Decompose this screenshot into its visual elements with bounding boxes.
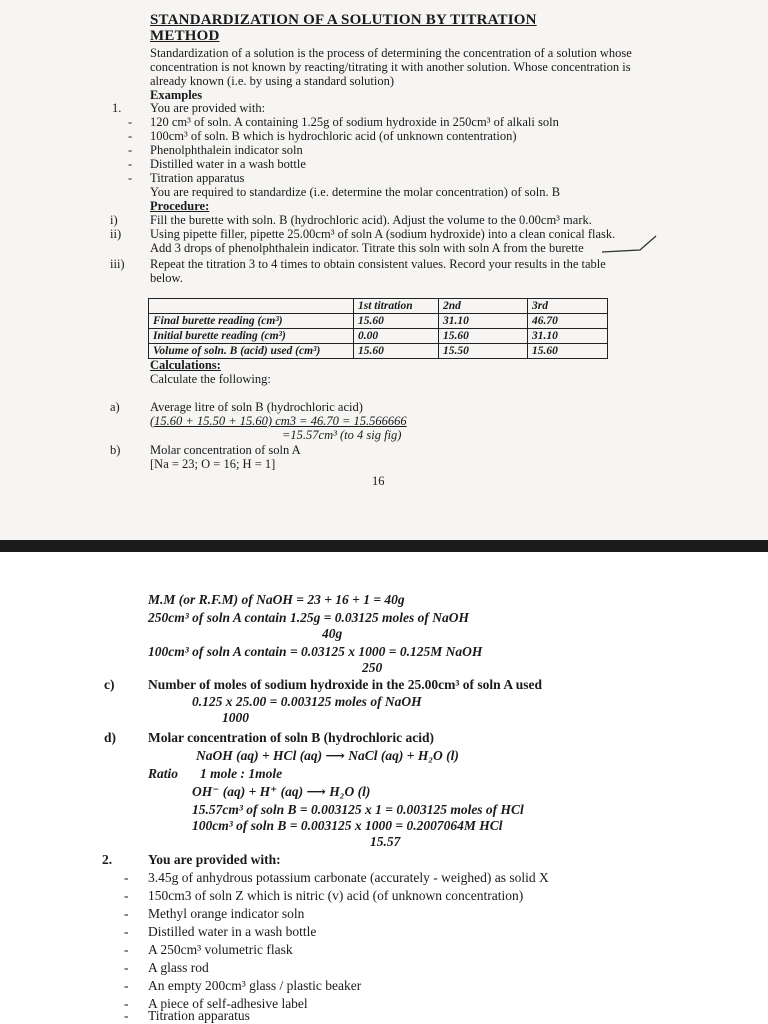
table-cell: 31.10 — [439, 314, 528, 329]
table-cell: 15.60 — [354, 344, 439, 359]
q2-item-7: An empty 200cm³ glass / plastic beaker — [148, 978, 362, 993]
q1-item-5: Titration apparatus — [150, 171, 245, 185]
table-cell: 15.60 — [528, 344, 608, 359]
bullet-dash: - — [128, 171, 133, 185]
question-1-provided: You are provided with: — [150, 101, 266, 115]
part-a-calc-line-1: (15.60 + 15.50 + 15.60) cm3 = 46.70 = 15.566666 — [150, 414, 407, 428]
equation-1: NaOH (aq) + HCl (aq) ⟶ NaCl (aq) + H₂O (l) — [196, 748, 459, 763]
q1-task: You are required to standardize (i.e. determine the molar concentration) of soln. B — [150, 185, 561, 199]
question-2-number: 2. — [102, 852, 113, 867]
q2-item-3: Methyl orange indicator soln — [148, 906, 305, 921]
table-cell: 15.50 — [439, 344, 528, 359]
part-b-label: b) — [110, 443, 121, 457]
bottom-page — [0, 552, 768, 1024]
page-number: 16 — [372, 474, 385, 488]
q1-item-1: 120 cm³ of soln. A containing 1.25g of sodium hydroxide in 250cm³ of alkali soln — [150, 115, 559, 129]
table-cell: Volume of soln. B (acid) used (cm³) — [149, 344, 354, 359]
intro-line-3: already known (i.e. by using a standard solution) — [150, 74, 395, 88]
q1-item-4: Distilled water in a wash bottle — [150, 157, 306, 171]
intro-line-2: concentration is not known by reacting/titrating it with another solution. Whose concentration is — [150, 60, 631, 74]
title-line-1: STANDARDIZATION OF A SOLUTION BY TITRATION — [150, 12, 537, 28]
step-1-number: i) — [110, 213, 118, 227]
table-cell: 15.60 — [354, 314, 439, 329]
bullet-dash: - — [124, 870, 129, 885]
question-1-number: 1. — [112, 101, 122, 115]
q1-item-2: 100cm³ of soln. B which is hydrochloric acid (of unknown contentration) — [150, 129, 517, 143]
step-3-line-1: Repeat the titration 3 to 4 times to obtain consistent values. Record your results in the table — [150, 257, 606, 271]
table-row — [149, 344, 608, 359]
ratio-values: 1 mole : 1mole — [200, 766, 283, 781]
procedure-heading: Procedure: — [150, 199, 210, 213]
table-cell: Initial burette reading (cm³) — [149, 329, 354, 344]
q2-item-1: 3.45g of anhydrous potassium carbonate (accurately - weighed) as solid X — [148, 870, 549, 885]
part-d-calc-line-1: 15.57cm³ of soln B = 0.003125 x 1 = 0.003125 moles of HCl — [192, 802, 524, 817]
calculations-heading: Calculations: — [150, 358, 221, 372]
part-b-masses: [Na = 23; O = 16; H = 1] — [150, 457, 276, 471]
bullet-dash: - — [124, 996, 129, 1011]
bullet-dash: - — [128, 143, 133, 157]
q2-item-8: A piece of self-adhesive label — [148, 996, 308, 1011]
part-d-label: d) — [104, 730, 117, 745]
page-divider — [0, 540, 768, 552]
part-c-text: Number of moles of sodium hydroxide in the 25.00cm³ of soln A used — [148, 677, 542, 692]
step-2-line-1: Using pipette filler, pipette 25.00cm³ of soln A (sodium hydroxide) into a clean conical flask. — [150, 227, 616, 241]
part-b-text: Molar concentration of soln A — [150, 443, 301, 457]
q2-item-9: Titration apparatus — [148, 1008, 250, 1023]
table-row — [149, 314, 608, 329]
table-header-cell: 3rd — [528, 299, 608, 314]
table-header-cell — [149, 299, 354, 314]
bullet-dash: - — [124, 978, 129, 993]
handwritten-tick-mark — [600, 232, 662, 258]
q2-item-4: Distilled water in a wash bottle — [148, 924, 317, 939]
part-a-text: Average litre of soln B (hydrochloric acid) — [150, 400, 363, 414]
table-header-cell: 2nd — [439, 299, 528, 314]
part-d-denominator: 15.57 — [370, 834, 401, 849]
bullet-dash: - — [124, 888, 129, 903]
molar-mass-line: M.M (or R.F.M) of NaOH = 23 + 16 + 1 = 40g — [148, 592, 405, 607]
calculations-intro: Calculate the following: — [150, 372, 271, 386]
table-cell: 15.60 — [439, 329, 528, 344]
bullet-dash: - — [124, 942, 129, 957]
q2-item-6: A glass rod — [148, 960, 209, 975]
part-a-calc-line-2: =15.57cm³ (to 4 sig fig) — [282, 428, 402, 442]
soln-a-100-line: 100cm³ of soln A contain = 0.03125 x 1000 = 0.125M NaOH — [148, 644, 483, 659]
ratio-label: Ratio — [148, 766, 179, 781]
step-3-line-2: below. — [150, 271, 183, 285]
part-c-denominator: 1000 — [222, 710, 249, 725]
part-a-label: a) — [110, 400, 120, 414]
step-2-number: ii) — [110, 227, 122, 241]
soln-a-250-line: 250cm³ of soln A contain 1.25g = 0.03125 moles of NaOH — [148, 610, 470, 625]
step-2-line-2: Add 3 drops of phenolphthalein indicator. Titrate this soln with soln A from the burette — [150, 241, 584, 255]
table-cell: 0.00 — [354, 329, 439, 344]
table-header-cell: 1st titration — [354, 299, 439, 314]
bullet-dash: - — [128, 157, 133, 171]
denominator-40g: 40g — [322, 626, 343, 641]
part-d-text: Molar concentration of soln B (hydrochloric acid) — [148, 730, 434, 745]
bullet-dash: - — [128, 129, 133, 143]
q2-item-5: A 250cm³ volumetric flask — [148, 942, 293, 957]
intro-line-1: Standardization of a solution is the process of determining the concentration of a solution whose — [150, 46, 632, 60]
step-1-line-1: Fill the burette with soln. B (hydrochloric acid). Adjust the volume to the 0.00cm³ mark. — [150, 213, 592, 227]
q1-item-3: Phenolphthalein indicator soln — [150, 143, 303, 157]
part-d-calc-line-2: 100cm³ of soln B = 0.003125 x 1000 = 0.2007064M HCl — [192, 818, 503, 833]
table-cell: 31.10 — [528, 329, 608, 344]
equation-2: OH⁻ (aq) + H⁺ (aq) ⟶ H₂O (l) — [192, 784, 371, 799]
question-2-provided: You are provided with: — [148, 852, 281, 867]
bullet-dash: - — [124, 924, 129, 939]
q2-item-2: 150cm3 of soln Z which is nitric (v) acid (of unknown concentration) — [148, 888, 524, 903]
bullet-dash: - — [124, 960, 129, 975]
bullet-dash: - — [124, 906, 129, 921]
title-line-2: METHOD — [150, 28, 220, 44]
examples-heading: Examples — [150, 88, 203, 102]
denominator-250: 250 — [362, 660, 383, 675]
table-header-row — [149, 299, 608, 314]
part-c-calc: 0.125 x 25.00 = 0.003125 moles of NaOH — [192, 694, 422, 709]
table-row — [149, 329, 608, 344]
bullet-dash: - — [124, 1008, 129, 1023]
step-3-number: iii) — [110, 257, 125, 271]
table-cell: 46.70 — [528, 314, 608, 329]
part-c-label: c) — [104, 677, 115, 692]
bullet-dash: - — [128, 115, 133, 129]
table-cell: Final burette reading (cm³) — [149, 314, 354, 329]
results-table — [148, 298, 608, 359]
